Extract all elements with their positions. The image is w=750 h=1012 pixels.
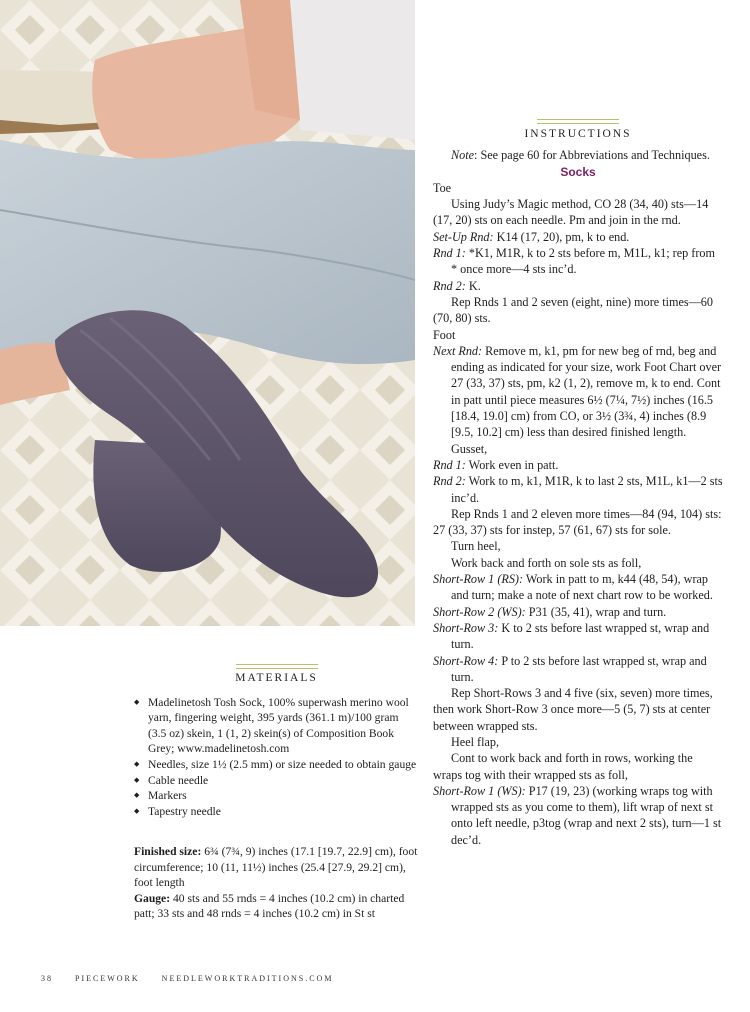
setup-text: K14 (17, 20), pm, k to end. [493, 229, 630, 244]
rnd1-label: Rnd 1: [433, 246, 466, 261]
sr2-label: Short-Row 2 (WS): [433, 604, 526, 619]
heel-flap-text: Cont to work back and forth in rows, working the wraps tog with their wrapped sts as foll, [433, 751, 693, 782]
list-item: ◆ Markers [134, 788, 419, 804]
sr1-label: Short-Row 1 (RS): [433, 572, 524, 587]
sr4-text: P to 2 sts before last wrapped st, wrap and turn. [451, 653, 707, 684]
note-text: : See page 60 for Abbreviations and Techniques. [474, 148, 710, 163]
heading-rule [537, 119, 619, 124]
next-rnd [433, 343, 723, 441]
rnd2-text: K. [465, 278, 481, 293]
gusset-rnd-1 [433, 457, 723, 473]
list-item: ◆ Madelinetosh Tosh Sock, 100% superwash merino wool yarn, fingering weight, 395 yards (361.1 m)/100 gram (3.5 oz) skein, 1 (1, 2) skein(s) of Composition Book Grey; www.madelinetosh.com [134, 695, 419, 757]
heel-flap-label: Heel flap, [451, 734, 500, 749]
finished-size-text: 6¾ (7¾, 9) inches (17.1 [19.7, 22.9] cm), foot circumference; 10 (11, 11½) inches (25.4 [27.9, 29.2] cm), foot length [134, 845, 418, 890]
finished-size [134, 844, 419, 891]
magazine-name: PIECEWORK [75, 974, 140, 983]
hf-sr1-text: P17 (19, 23) (working wraps tog with wrapped sts as you come to them), lift wrap of next st onto left needle, p3tog (wrap and next 2 sts), turn—1 st dec’d. [451, 783, 722, 847]
gusset-rnd1-text: Work even in patt. [465, 457, 559, 472]
sr3-label: Short-Row 3: [433, 620, 499, 635]
note-label: Note [451, 148, 475, 163]
repeat-2: Rep Rnds 1 and 2 eleven more times—84 (94, 104) sts: 27 (33, 37) sts for instep, 57 (61, 67) sts for sole. [433, 506, 722, 538]
rnd2-label: Rnd 2: [433, 278, 466, 293]
instructions-heading [433, 126, 723, 142]
materials-section [134, 671, 419, 819]
socks-subheading: Socks [560, 164, 596, 179]
materials-heading [134, 671, 419, 687]
gusset-rnd2-label: Rnd 2: [433, 474, 466, 489]
list-item: ◆ Cable needle [134, 773, 419, 789]
short-row-4 [433, 653, 723, 686]
note-paragraph [433, 147, 723, 163]
rnd1-text: *K1, M1R, k to 2 sts before m, M1L, k1; rep from * once more—4 sts inc’d. [451, 246, 715, 277]
page-footer [41, 974, 351, 983]
materials-rule [236, 664, 318, 669]
setup-rnd [433, 229, 723, 245]
specs-section [134, 844, 419, 922]
instructions-heading-text: INSTRUCTIONS [524, 128, 632, 140]
finished-size-label: Finished size: [134, 845, 202, 858]
repeat-3: Rep Short-Rows 3 and 4 five (six, seven) more times, then work Short-Row 3 once more—5 (5, 7) sts at center between wrapped sts. [433, 686, 713, 733]
gauge-label: Gauge: [134, 891, 171, 905]
materials-heading-text: MATERIALS [235, 672, 318, 684]
materials-list [134, 695, 419, 820]
next-rnd-label: Next Rnd: [433, 343, 483, 358]
rnd-2 [433, 278, 723, 294]
short-row-3 [433, 620, 723, 653]
hf-sr1-label: Short-Row 1 (WS): [433, 783, 526, 798]
gauge [134, 891, 419, 922]
list-item: ◆ Needles, size 1½ (2.5 mm) or size needed to obtain gauge [134, 757, 419, 773]
gauge-text: 40 sts and 55 rnds = 4 inches (10.2 cm) in charted patt; 33 sts and 48 rnds = 4 inches (10.2 cm) in St st [134, 891, 405, 921]
list-item: ◆ Tapestry needle [134, 804, 419, 820]
short-row-2 [433, 604, 723, 620]
foot-label: Foot [433, 327, 456, 342]
gusset-rnd-2 [433, 473, 723, 506]
gusset-rnd1-label: Rnd 1: [433, 457, 466, 472]
short-row-1 [433, 571, 723, 604]
gusset-label: Gusset, [451, 441, 488, 456]
sr2-text: P31 (35, 41), wrap and turn. [525, 604, 667, 619]
heel-flap-short-row-1 [433, 783, 723, 848]
toe-label: Toe [433, 180, 452, 195]
toe-text: Using Judy’s Magic method, CO 28 (34, 40) sts—14 (17, 20) sts on each needle. Pm and join in the rnd. [433, 197, 709, 228]
page-number: 38 [41, 974, 53, 983]
rnd-1 [433, 245, 723, 278]
photo-socks [0, 0, 415, 626]
gusset-rnd2-text: Work to m, k1, M1R, k to last 2 sts, M1L, k1—2 sts inc’d. [451, 474, 723, 505]
sr1-text: Work in patt to m, k44 (48, 54), wrap and turn; make a note of next chart row to be worked. [451, 572, 713, 603]
sr4-label: Short-Row 4: [433, 653, 499, 668]
next-rnd-text: Remove m, k1, pm for new beg of rnd, beg and ending as indicated for your size, work Foot Chart over 27 (33, 37) sts, pm, k2 (1, 2), remove m, k to end. Cont in patt until piece measures 6½ (7¼, 7½) inches (16.5 [18.4, 19.0] cm) from CO, or 3½ (3¾, 4) inches (8.9 [9.5, 10.2] cm) less than desired finished length. [451, 343, 722, 440]
sr3-text: K to 2 sts before last wrapped st, wrap and turn. [451, 620, 710, 652]
turn-heel-label: Turn heel, [451, 539, 501, 554]
repeat-1: Rep Rnds 1 and 2 seven (eight, nine) more times—60 (70, 80) sts. [433, 294, 713, 326]
instructions-column [433, 126, 723, 848]
turn-heel-text: Work back and forth on sole sts as foll, [451, 555, 642, 570]
setup-label: Set-Up Rnd: [433, 229, 494, 244]
website: NEEDLEWORKTRADITIONS.COM [161, 974, 334, 983]
